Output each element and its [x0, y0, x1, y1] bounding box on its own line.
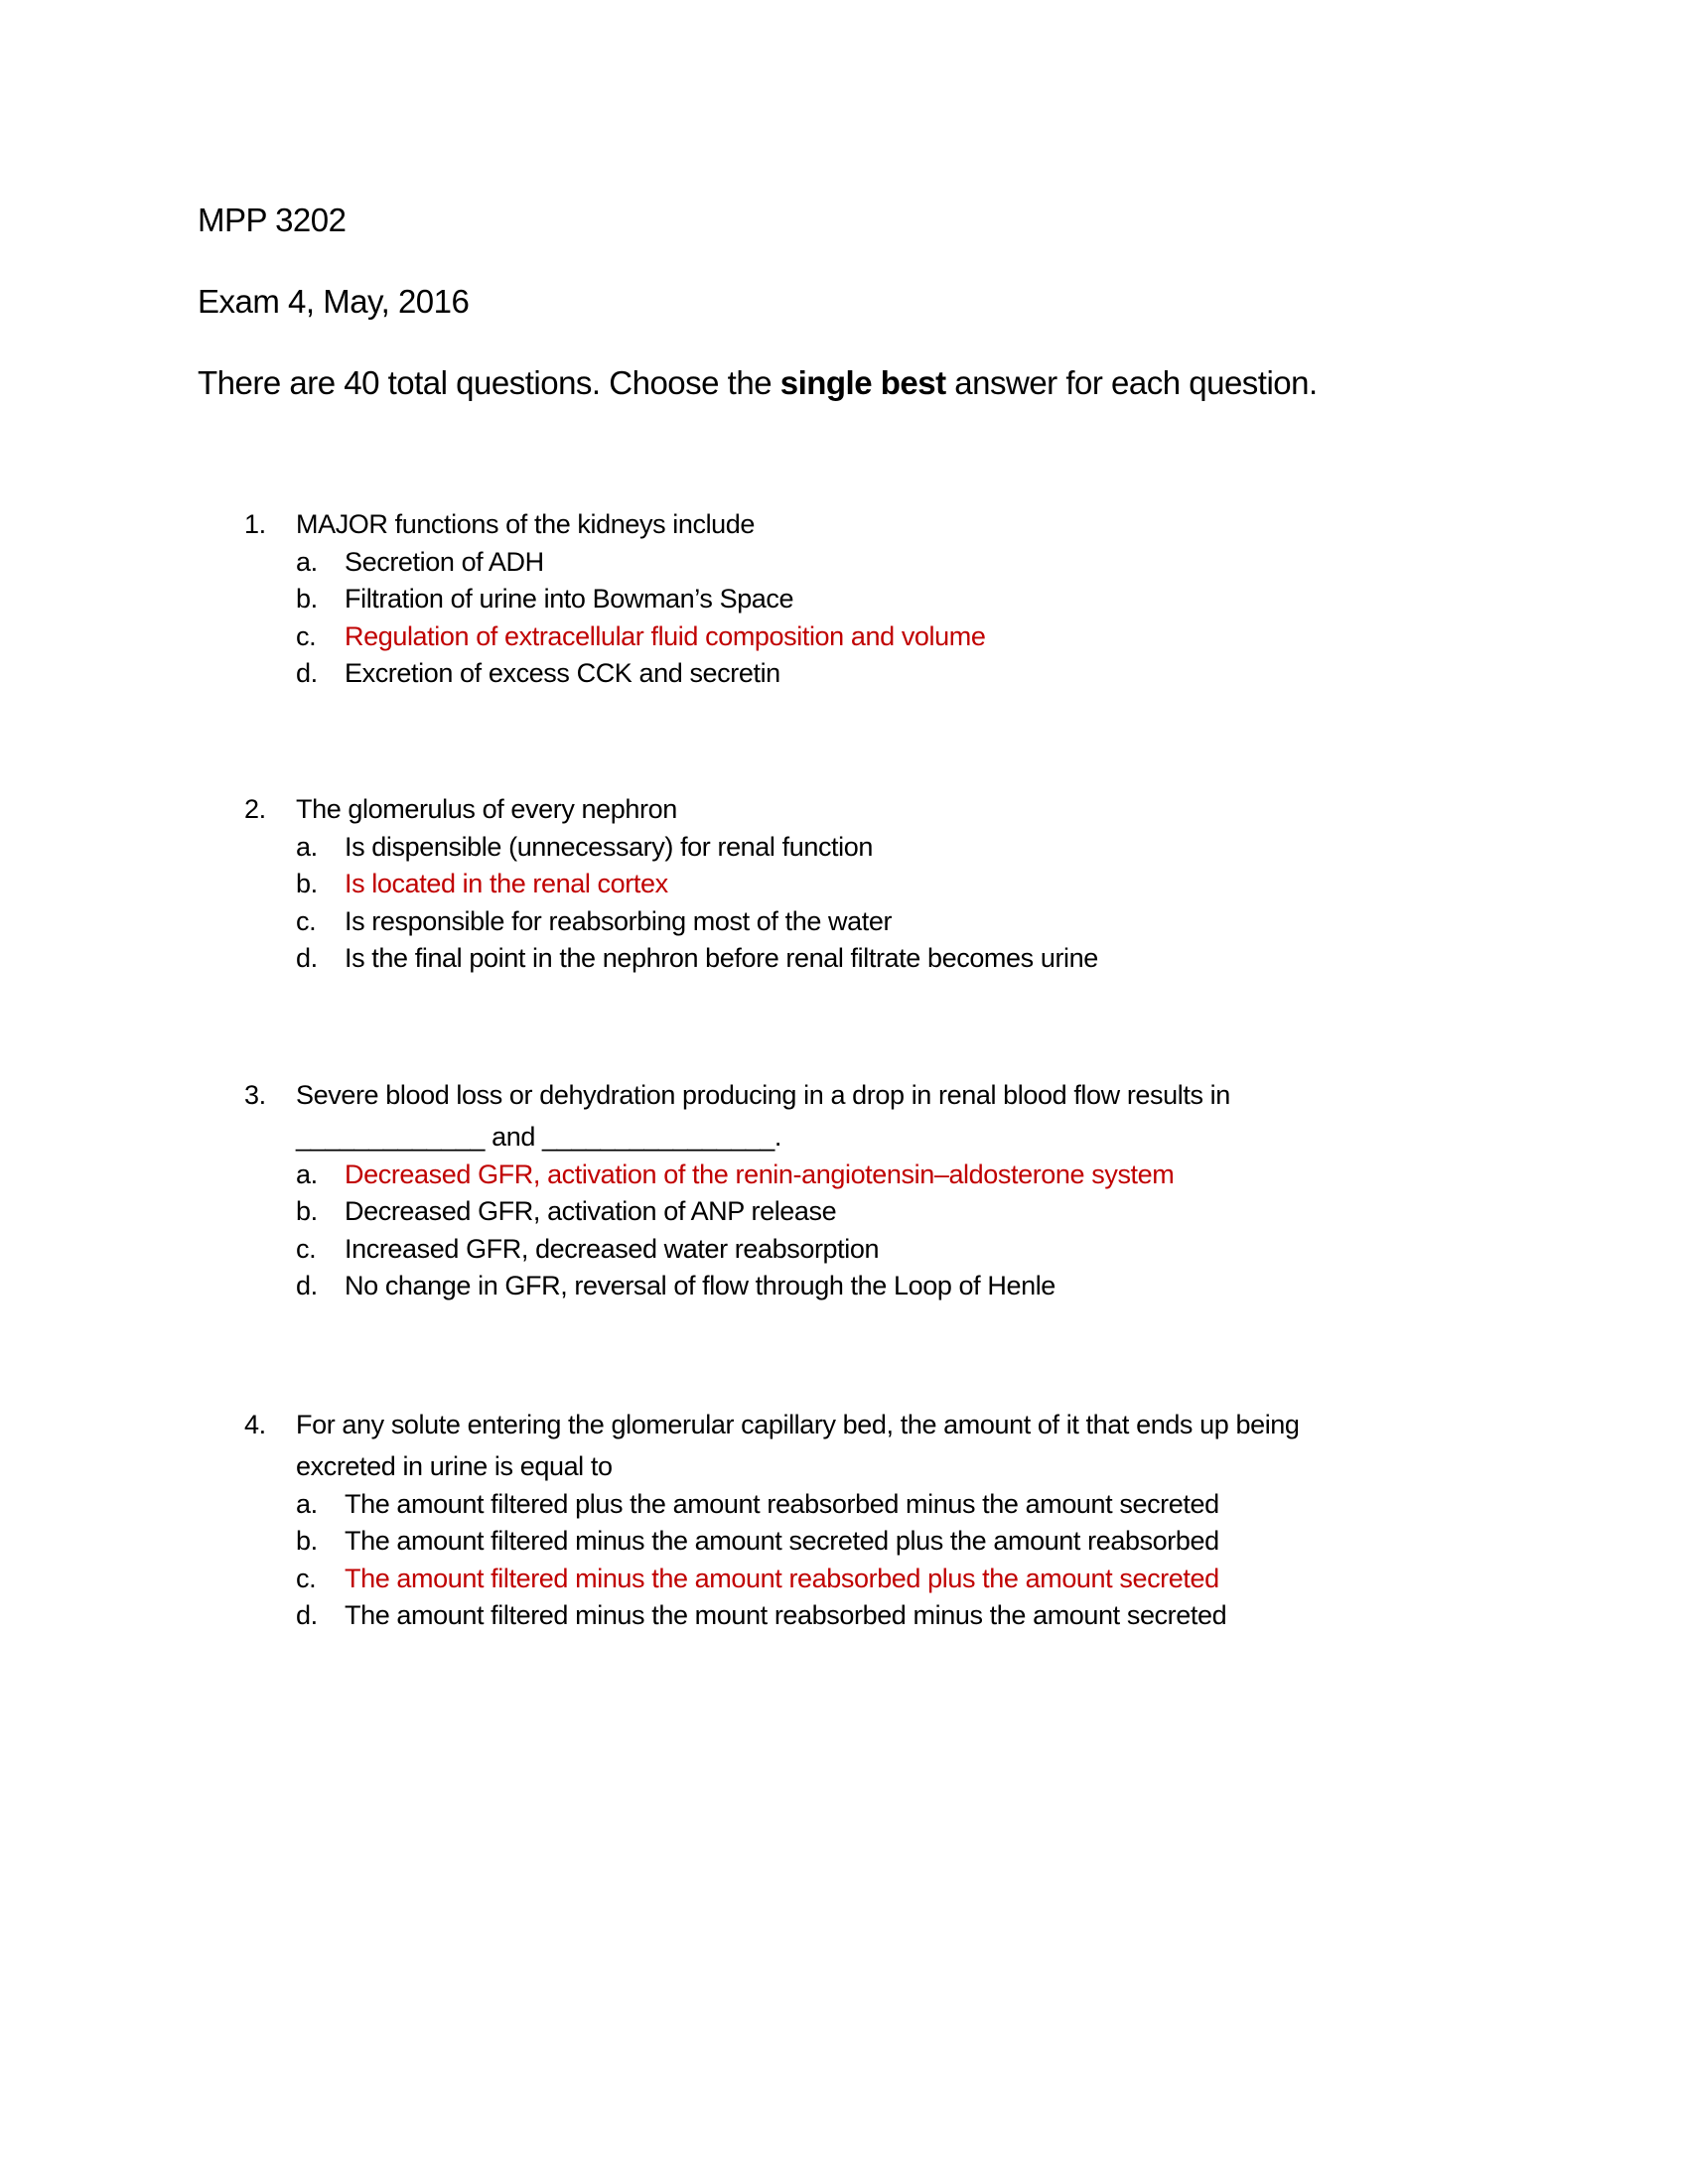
option-text: Secretion of ADH	[345, 546, 544, 577]
option-letter: a.	[296, 546, 318, 577]
instructions-emphasis: single best	[779, 364, 946, 401]
question-text: For any solute entering the glomerular capillary bed, the amount of it that ends up being	[296, 1410, 1300, 1439]
question-number: 4.	[244, 1410, 266, 1439]
option-letter: b.	[296, 1526, 318, 1556]
option-text: The amount filtered plus the amount reabsorbed minus the amount secreted	[345, 1488, 1219, 1519]
question-1	[0, 509, 1688, 696]
option-letter: d.	[296, 658, 318, 688]
question-stem-blanks	[0, 1122, 1688, 1160]
option-letter: c.	[296, 1233, 317, 1264]
answer-option-d	[0, 1271, 1688, 1308]
option-text: No change in GFR, reversal of flow through the Loop of Henle	[345, 1271, 1055, 1300]
option-letter: d.	[296, 1271, 318, 1300]
question-number: 2.	[244, 794, 266, 824]
exam-title: Exam 4, May, 2016	[198, 283, 470, 320]
instructions-text-before: There are 40 total questions. Choose the	[198, 364, 780, 401]
option-text: The amount filtered minus the mount reabsorbed minus the amount secreted	[345, 1600, 1227, 1630]
answer-option-d	[0, 943, 1688, 981]
option-letter: b.	[296, 869, 318, 898]
option-text: Excretion of excess CCK and secretin	[345, 658, 780, 688]
option-letter: b.	[296, 584, 318, 614]
option-text: The amount filtered minus the amount reabsorbed plus the amount secreted	[345, 1563, 1219, 1593]
option-letter: b.	[296, 1196, 318, 1226]
option-letter: c.	[296, 620, 317, 651]
option-text: Is responsible for reabsorbing most of the water	[345, 905, 893, 936]
question-text: The glomerulus of every nephron	[296, 794, 677, 824]
answer-option-c	[0, 906, 1688, 944]
answer-option-b	[0, 584, 1688, 621]
option-text: The amount filtered minus the amount secreted plus the amount reabsorbed	[345, 1526, 1219, 1556]
answer-option-d	[0, 658, 1688, 696]
option-text: Is located in the renal cortex	[345, 869, 668, 898]
answer-option-c-correct	[0, 1564, 1688, 1601]
answer-option-a	[0, 832, 1688, 870]
question-stem	[0, 1410, 1688, 1451]
course-code: MPP 3202	[198, 202, 347, 238]
question-text: MAJOR functions of the kidneys include	[296, 509, 756, 539]
question-2	[0, 794, 1688, 981]
option-text: Is dispensible (unnecessary) for renal function	[345, 831, 873, 862]
option-letter: a.	[296, 831, 318, 862]
answer-option-c-correct	[0, 621, 1688, 659]
option-text: Is the final point in the nephron before renal filtrate becomes urine	[345, 943, 1098, 973]
option-text: Decreased GFR, activation of ANP release	[345, 1196, 837, 1226]
answer-option-b	[0, 1196, 1688, 1234]
question-text-blanks: _____________ and ________________.	[296, 1122, 782, 1152]
option-text: Decreased GFR, activation of the renin-angiotensin–aldosterone system	[345, 1159, 1175, 1189]
question-stem-continued	[0, 1451, 1688, 1489]
option-letter: d.	[296, 1600, 318, 1630]
option-letter: a.	[296, 1488, 318, 1519]
option-text: Filtration of urine into Bowman’s Space	[345, 584, 794, 614]
answer-option-c	[0, 1234, 1688, 1272]
question-number: 1.	[244, 509, 266, 539]
answer-option-a	[0, 1489, 1688, 1527]
option-text: Increased GFR, decreased water reabsorption	[345, 1233, 880, 1264]
question-text: Severe blood loss or dehydration producing in a drop in renal blood flow results in	[296, 1080, 1230, 1110]
instructions-text-after: answer for each question.	[945, 364, 1318, 401]
answer-option-d	[0, 1600, 1688, 1638]
option-letter: c.	[296, 1563, 317, 1593]
question-number: 3.	[244, 1080, 266, 1110]
question-stem	[0, 794, 1688, 832]
option-text: Regulation of extracellular fluid composition and volume	[345, 620, 986, 651]
question-text-continued: excreted in urine is equal to	[296, 1451, 613, 1481]
answer-option-b-correct	[0, 869, 1688, 906]
instructions	[198, 364, 1318, 402]
answer-option-a-correct	[0, 1160, 1688, 1197]
option-letter: c.	[296, 905, 317, 936]
answer-option-a	[0, 547, 1688, 585]
option-letter: a.	[296, 1159, 318, 1189]
question-4	[0, 1410, 1688, 1638]
question-stem	[0, 509, 1688, 547]
option-letter: d.	[296, 943, 318, 973]
question-stem	[0, 1080, 1688, 1122]
answer-option-b	[0, 1526, 1688, 1564]
question-3	[0, 1080, 1688, 1308]
